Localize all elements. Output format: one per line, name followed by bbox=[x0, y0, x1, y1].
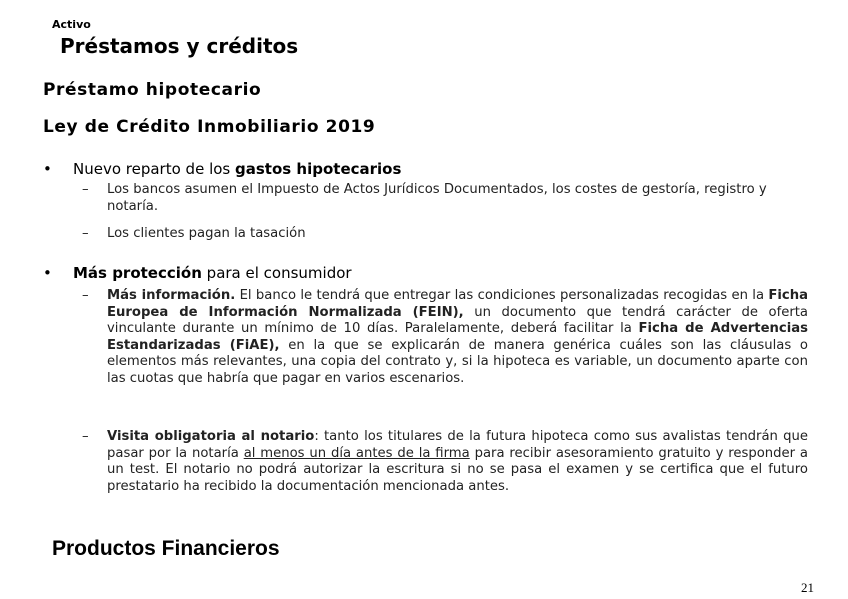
section-title: Préstamos y créditos bbox=[60, 34, 299, 58]
fein-term: Ficha Europea de Información Normalizada (FEIN), bbox=[107, 288, 809, 320]
body-text: : tanto los titulares de la futura hipoteca como sus avalistas tendrán que pasar por la notaría bbox=[107, 429, 808, 461]
bullet-proteccion-consumidor bbox=[43, 264, 352, 282]
section-kicker: Activo bbox=[52, 18, 91, 31]
body-text: un documento que tendrá carácter de oferta vinculante durante un mínimo de 10 días. Paralelamente, deberá facilitar la bbox=[107, 304, 809, 337]
dash-marker: – bbox=[82, 182, 89, 197]
sub-item-visita-notario bbox=[82, 429, 808, 495]
paragraph-visita-notario bbox=[107, 429, 808, 495]
sub-item-clientes bbox=[82, 226, 808, 243]
bullet-text: Nuevo reparto de los bbox=[73, 160, 235, 178]
heading-prestamo-hipotecario: Préstamo hipotecario bbox=[43, 80, 262, 100]
dash-marker: – bbox=[82, 288, 89, 303]
dash-marker: – bbox=[82, 429, 89, 444]
sub-item-text: Los bancos asumen el Impuesto de Actos Jurídicos Documentados, los costes de gestoría, registro y notaría. bbox=[107, 182, 767, 214]
body-text: para recibir asesoramiento gratuito y responder a un test. El notario no podrá autorizar la escritura si no se pasa el examen y se certifica que el futuro prestatario ha recibido la documentación mencionada antes. bbox=[107, 445, 808, 494]
bullet-marker: • bbox=[43, 160, 52, 178]
bullet-bold-text: Más protección bbox=[73, 264, 202, 282]
sub-item-bancos bbox=[82, 182, 808, 215]
bullet-gastos-hipotecarios bbox=[43, 160, 401, 178]
body-text: El banco le tendrá que entregar las condiciones personalizadas recogidas en la bbox=[235, 288, 769, 303]
bullet-bold-text: gastos hipotecarios bbox=[235, 160, 402, 178]
heading-ley-credito: Ley de Crédito Inmobiliario 2019 bbox=[43, 117, 376, 137]
bullet-text: para el consumidor bbox=[201, 264, 352, 282]
underlined-text: al menos un día antes de la firma bbox=[243, 445, 470, 461]
footer-title: Productos Financieros bbox=[52, 537, 280, 560]
lead-text: Visita obligatoria al notario bbox=[107, 429, 315, 444]
bullet-marker: • bbox=[43, 264, 52, 282]
paragraph-mas-informacion bbox=[107, 288, 808, 388]
sub-item-text: Los clientes pagan la tasación bbox=[107, 226, 306, 241]
page-number: 21 bbox=[801, 580, 814, 595]
sub-item-mas-informacion bbox=[82, 288, 808, 388]
body-text: en la que se explicarán de manera genérica cuáles son las cláusulas o elementos más relevantes, una copia del contrato y, si la hipoteca es variable, un documento aparte con las cuotas que habría que pagar en varios escenarios. bbox=[107, 337, 808, 386]
dash-marker: – bbox=[82, 226, 89, 241]
fiae-term: Ficha de Advertencias Estandarizadas (FiAE), bbox=[107, 321, 808, 353]
lead-text: Más información. bbox=[107, 288, 236, 303]
